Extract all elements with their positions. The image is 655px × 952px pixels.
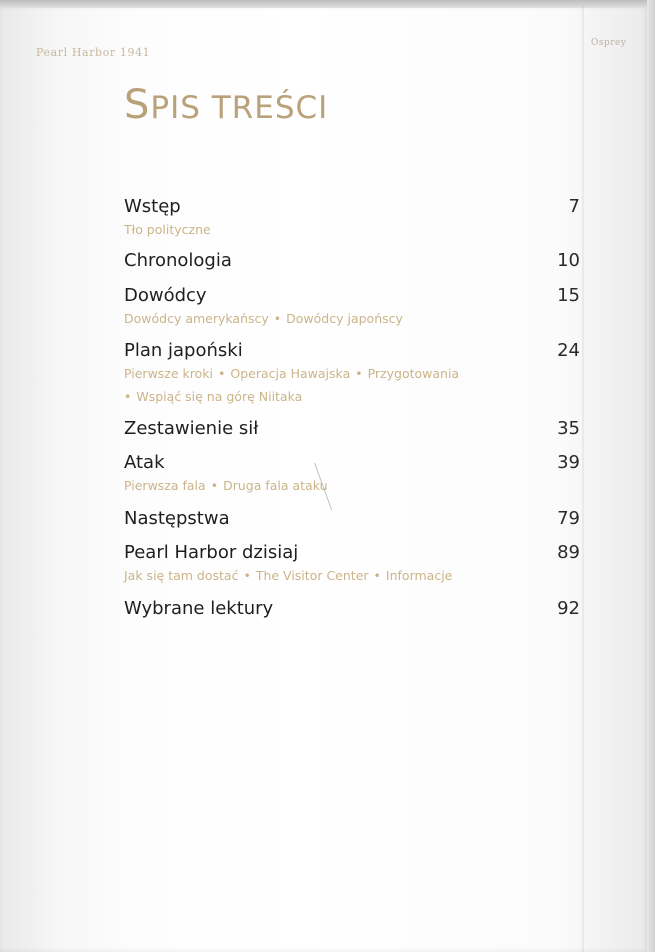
toc-entry-page: 89	[557, 542, 580, 563]
toc-subentry: Druga fala ataku	[223, 478, 328, 493]
toc-subentry: Informacje	[385, 568, 453, 583]
toc-subentries	[124, 474, 580, 497]
toc-entry-title: Atak	[124, 452, 165, 473]
page-right-edge	[647, 0, 655, 952]
bullet-separator: •	[355, 366, 363, 381]
toc-entry-title: Dowódcy	[124, 285, 207, 306]
title-rest: PIS TREŚCI	[150, 90, 329, 126]
toc-entry-title: Chronologia	[124, 250, 232, 271]
toc-subentry: Tło polityczne	[124, 222, 211, 237]
toc-entry-chronologia	[124, 250, 580, 271]
toc-subentry: Operacja Hawajska	[230, 366, 351, 381]
toc-entry-plan-japonski	[124, 340, 580, 408]
page-fold-line	[582, 6, 584, 952]
toc-subentries	[124, 362, 580, 408]
running-head: Pearl Harbor 1941	[36, 46, 151, 59]
toc-entry-page: 79	[557, 508, 580, 529]
bullet-separator: •	[243, 568, 251, 583]
toc-entry-page: 15	[557, 285, 580, 306]
toc-entry-page: 35	[557, 418, 580, 439]
bullet-separator: •	[273, 311, 282, 326]
toc-entry-title: Plan japoński	[124, 340, 243, 361]
toc-subentry: Jak się tam dostać	[124, 568, 239, 583]
page-top-edge	[0, 0, 655, 8]
toc-entry-title: Wybrane lektury	[124, 598, 274, 619]
toc-subentries	[124, 307, 580, 330]
toc-entry-title: Wstęp	[124, 196, 181, 217]
toc-subentry: Dowódcy japońscy	[286, 311, 403, 326]
bullet-separator: •	[373, 568, 381, 583]
toc-entry-atak	[124, 452, 580, 497]
toc-subentries	[124, 218, 580, 241]
toc-entry-zestawienie-sil	[124, 418, 580, 439]
toc-subentry: The Visitor Center	[255, 568, 369, 583]
toc-entry-nastepstwa	[124, 508, 580, 529]
bullet-separator: •	[210, 478, 219, 493]
toc-entry-wybrane-lektury	[124, 598, 580, 619]
toc-entry-page: 24	[557, 340, 580, 361]
page-title	[124, 82, 328, 128]
bullet-separator: •	[218, 366, 226, 381]
toc-subentry: Pierwsza fala	[124, 478, 206, 493]
bullet-separator: •	[124, 389, 132, 404]
toc-entry-pearl-harbor-dzisiaj	[124, 542, 580, 587]
toc-entry-title: Zestawienie sił	[124, 418, 259, 439]
toc-entry-page: 39	[557, 452, 580, 473]
toc-entry-wstep	[124, 196, 580, 241]
title-initial: S	[124, 82, 151, 128]
toc-subentries	[124, 564, 580, 587]
toc-entry-title: Pearl Harbor dzisiaj	[124, 542, 299, 563]
toc-entry-page: 92	[557, 598, 580, 619]
toc-subentry: Przygotowania	[367, 366, 460, 381]
toc-subentry: Dowódcy amerykańscy	[124, 311, 269, 326]
toc-entry-dowodcy	[124, 285, 580, 330]
toc-entry-page: 7	[568, 196, 580, 217]
toc-subentry: Wspiąć się na górę Niitaka	[136, 389, 303, 404]
publisher-logo: Osprey	[591, 38, 627, 48]
toc-entry-page: 10	[557, 250, 580, 271]
toc-subentry: Pierwsze kroki	[124, 366, 213, 381]
toc-entry-title: Następstwa	[124, 508, 230, 529]
